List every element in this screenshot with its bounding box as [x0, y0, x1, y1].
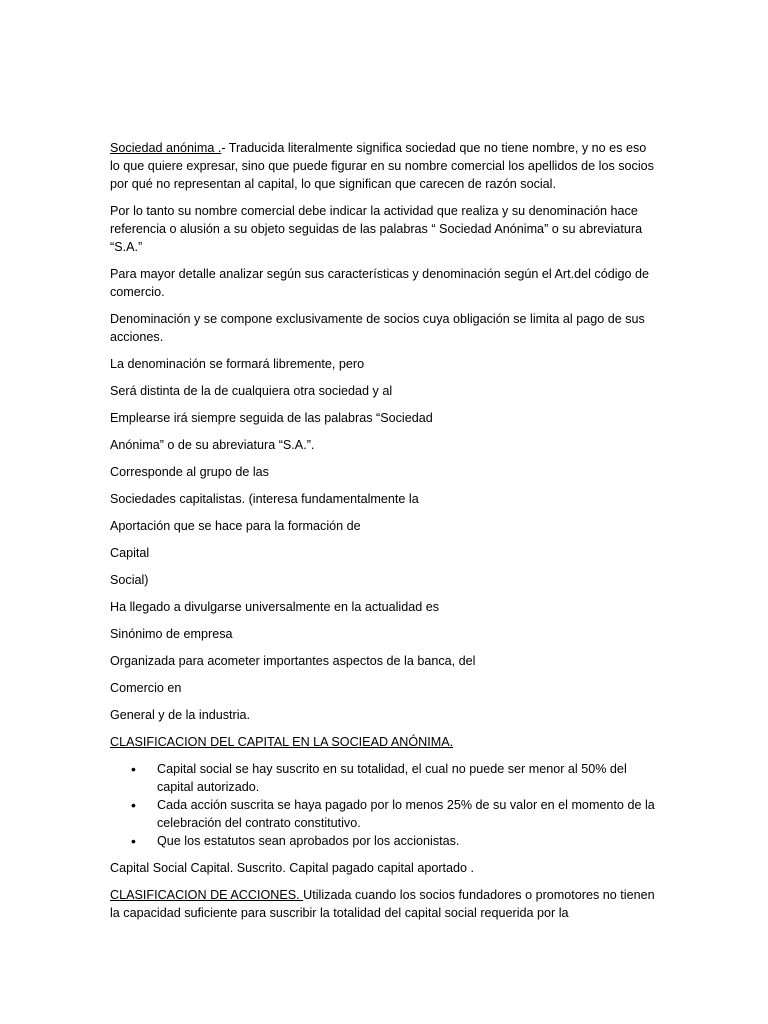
paragraph-definition [110, 139, 658, 193]
text-line: La denominación se formará libremente, pero [110, 357, 365, 371]
text-line: Organizada para acometer importantes aspectos de la banca, del [110, 654, 476, 668]
section-heading-capital: CLASIFICACION DEL CAPITAL EN LA SOCIEAD ANÓNIMA. [110, 735, 454, 749]
text-line: Sinónimo de empresa [110, 627, 233, 641]
text-line: Sociedades capitalistas. (interesa fundamentalmente la [110, 492, 419, 506]
text-line: General y de la industria. [110, 708, 251, 722]
bullet-item: • Capital social se hay suscrito en su totalidad, el cual no puede ser menor al 50% del capital autorizado. [110, 760, 658, 796]
definition-text: - Traducida literalmente significa sociedad que no tiene nombre, y no es eso lo que quiere expresar, sino que puede figurar en su nombre comercial los apellidos de los socios por qué no representan al capital, lo que significan que carecen de razón social. [110, 141, 654, 191]
text-line: Corresponde al grupo de las [110, 465, 269, 479]
term-heading: Sociedad anónima . [110, 141, 222, 155]
text-line: Será distinta de la de cualquiera otra sociedad y al [110, 384, 393, 398]
text-line: Emplearse irá siempre seguida de las palabras “Sociedad [110, 411, 433, 425]
paragraph-detail: Para mayor detalle analizar según sus características y denominación según el Art.del código de comercio. [110, 267, 650, 299]
text-line: Social) [110, 573, 149, 587]
bullet-list [110, 760, 658, 850]
text-line: Comercio en [110, 681, 182, 695]
text-line: Anónima” o de su abreviatura “S.A.”. [110, 438, 315, 452]
paragraph-denomination: Denominación y se compone exclusivamente de socios cuya obligación se limita al pago de sus acciones. [110, 312, 645, 344]
paragraph-acciones [110, 886, 658, 922]
bullet-item: • Cada acción suscrita se haya pagado por lo menos 25% de su valor en el momento de la celebración del contrato constitutivo. [110, 796, 658, 832]
capital-summary: Capital Social Capital. Suscrito. Capital pagado capital aportado . [110, 861, 475, 875]
document-page [110, 139, 658, 931]
acciones-text: Utilizada cuando los socios fundadores o promotores no tienen la capacidad suficiente para suscribir la totalidad del capital social requerida por la [110, 888, 655, 920]
section-heading-acciones: CLASIFICACION DE ACCIONES. [110, 888, 304, 902]
paragraph-commercial-name: Por lo tanto su nombre comercial debe indicar la actividad que realiza y su denominación hace referencia o alusión a su objeto seguidas de las palabras “ Sociedad Anónima” o su abreviatura “S.A.” [110, 204, 643, 254]
text-line: Ha llegado a divulgarse universalmente en la actualidad es [110, 600, 440, 614]
text-line: Aportación que se hace para la formación de [110, 519, 361, 533]
text-line: Capital [110, 546, 150, 560]
bullet-item: • Que los estatutos sean aprobados por los accionistas. [110, 832, 658, 850]
